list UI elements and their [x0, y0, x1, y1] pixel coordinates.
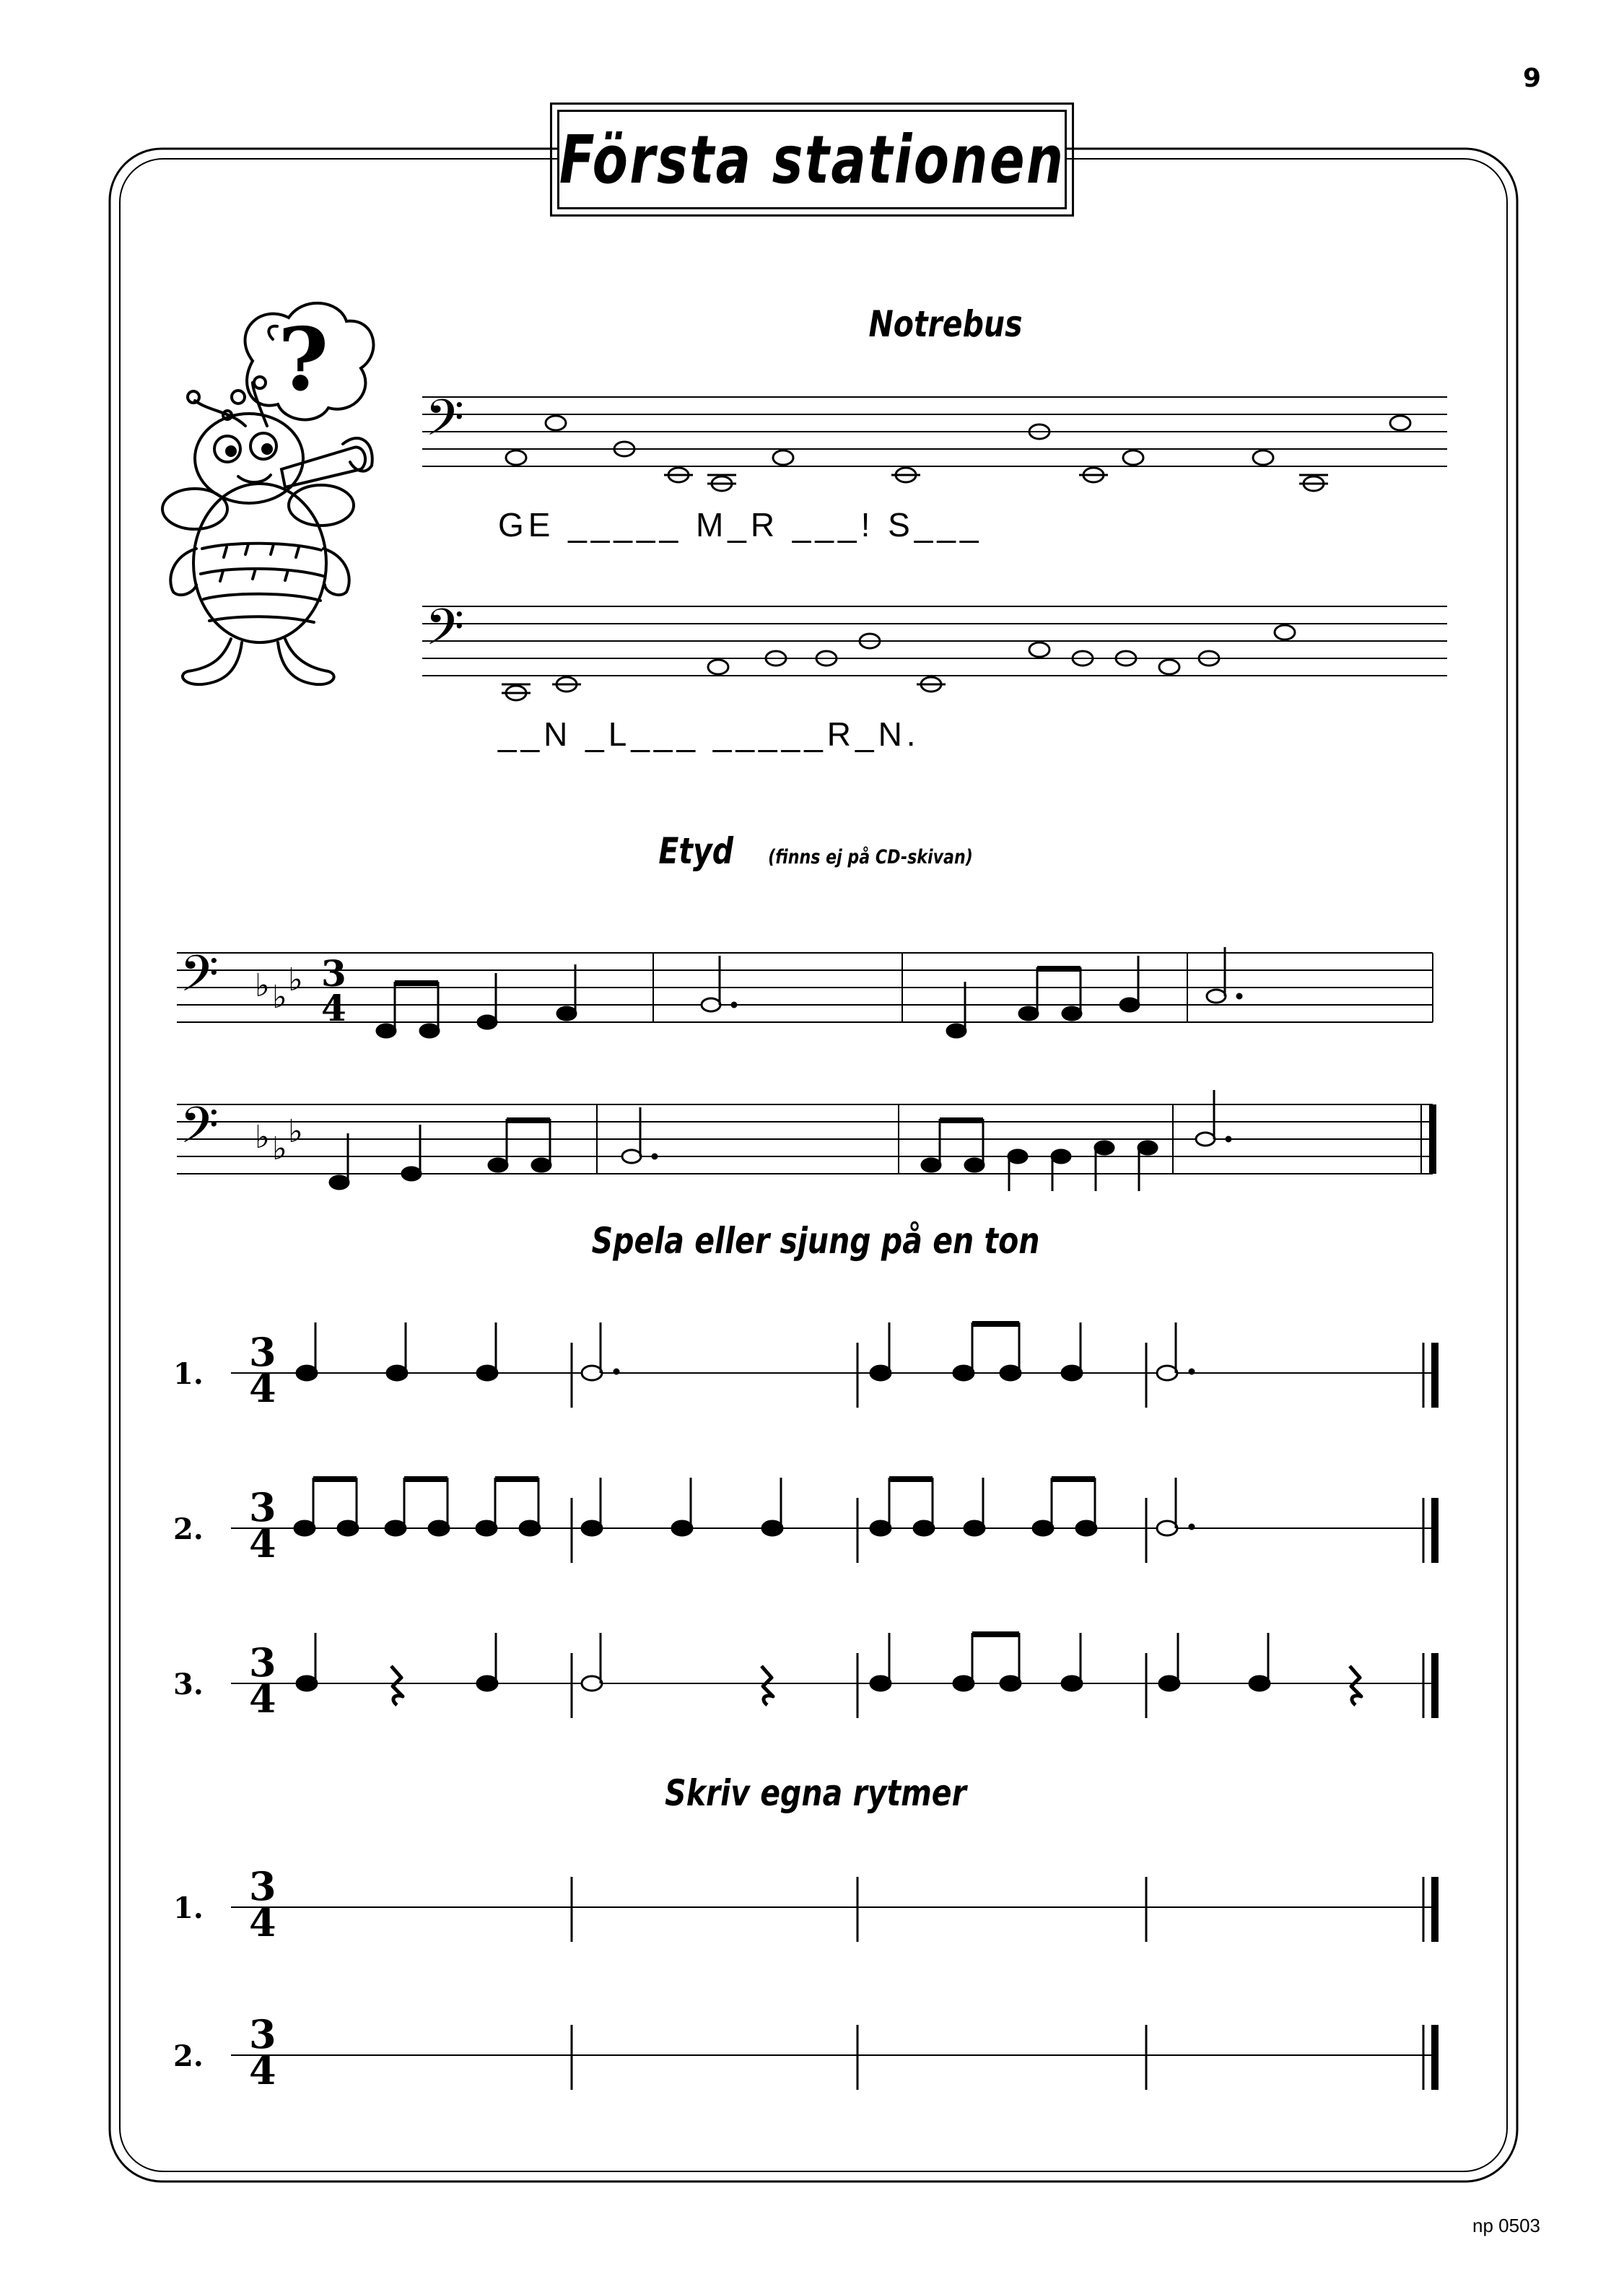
etude-note: (finns ej på CD-skivan)	[767, 846, 973, 868]
compose-row-1[interactable]	[231, 1848, 1451, 1956]
quarter-rest-icon	[761, 1666, 773, 1705]
svg-text:3: 3	[249, 1639, 276, 1686]
rebus-heading: Notrebus	[868, 303, 1023, 345]
svg-text:♭: ♭	[272, 979, 287, 1016]
rebus-staff-1	[422, 390, 1447, 505]
compose-row-label: 1.	[173, 1891, 204, 1925]
rebus-text-2: __N _L___ _____R_N.	[498, 715, 920, 753]
svg-text:𝄢: 𝄢	[180, 1096, 219, 1167]
svg-text:?: ?	[278, 309, 329, 411]
compose-row-label: 2.	[173, 2039, 204, 2073]
svg-text:4: 4	[249, 1365, 276, 1411]
svg-text:𝄢: 𝄢	[180, 944, 219, 1015]
etude-staff-2	[177, 1090, 1447, 1191]
bee-mascot-illustration	[144, 289, 404, 693]
page-number: 9	[1523, 64, 1542, 93]
rhythm-row-1	[231, 1314, 1451, 1422]
svg-text:♭: ♭	[288, 1113, 303, 1150]
quarter-rest-icon	[391, 1666, 403, 1705]
rhythm-row-3	[231, 1624, 1451, 1732]
svg-text:♭: ♭	[255, 1119, 270, 1156]
svg-text:3: 3	[249, 1863, 276, 1909]
svg-text:♭: ♭	[288, 962, 303, 998]
etude-heading: Etyd	[658, 830, 734, 872]
bass-clef-icon: 𝄢	[425, 390, 465, 459]
svg-text:4: 4	[321, 987, 346, 1029]
svg-text:3: 3	[249, 1484, 276, 1530]
rebus-staff-2	[422, 599, 1447, 715]
footer-code: np 0503	[1472, 2215, 1540, 2236]
rhythm-row-label: 2.	[173, 1512, 204, 1546]
svg-text:3: 3	[249, 1329, 276, 1375]
svg-text:♭: ♭	[255, 967, 270, 1004]
quarter-rest-icon	[1350, 1666, 1361, 1705]
etude-heading-group	[621, 830, 1025, 872]
svg-text:♭: ♭	[272, 1130, 287, 1167]
etude-staff-1	[177, 938, 1447, 1039]
rebus-text-1: GE _____ M_R ___! S___	[498, 506, 983, 544]
svg-text:3: 3	[321, 952, 346, 995]
title-box	[557, 110, 1067, 209]
svg-text:4: 4	[249, 2047, 276, 2093]
svg-text:3: 3	[249, 2011, 276, 2057]
rhythm-row-label: 3.	[173, 1668, 204, 1701]
compose-row-2[interactable]	[231, 1996, 1451, 2104]
compose-heading: Skriv egna rytmer	[665, 1772, 966, 1814]
svg-text:𝄢: 𝄢	[425, 599, 465, 668]
rhythm-row-2	[231, 1469, 1451, 1577]
svg-text:4: 4	[249, 1675, 276, 1722]
rhythm-heading: Spela eller sjung på en ton	[591, 1220, 1040, 1262]
rhythm-row-label: 1.	[173, 1357, 204, 1391]
svg-text:4: 4	[249, 1899, 276, 1945]
svg-text:4: 4	[249, 1520, 276, 1566]
page-title: Första stationen	[559, 121, 1065, 199]
